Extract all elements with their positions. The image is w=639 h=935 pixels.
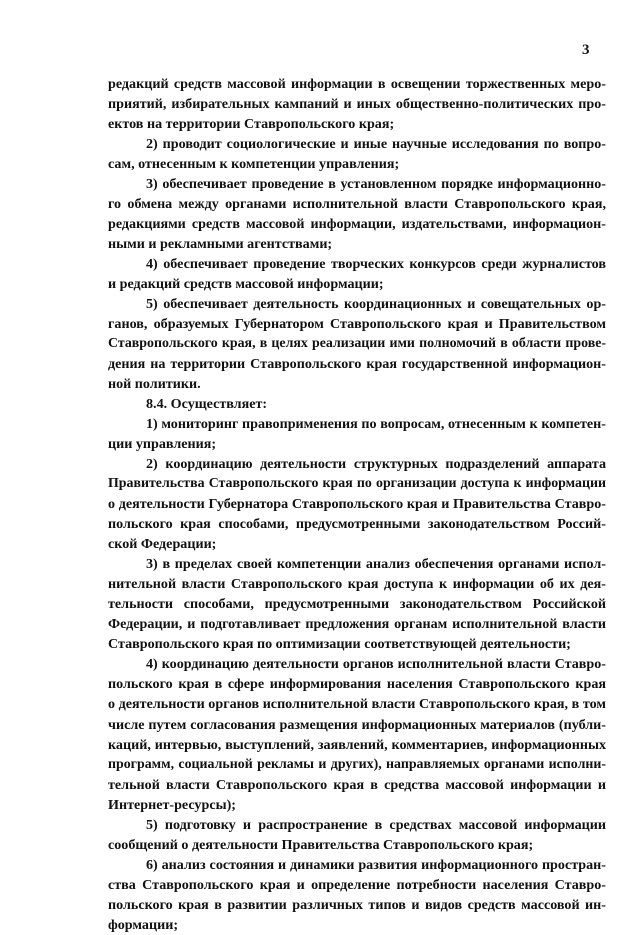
text-line: 5) подготовку и распространение в средствах массовой информации — [146, 816, 606, 833]
text-line: 5) обеспечивает деятельность координационных и совещательных ор- — [146, 296, 606, 313]
text-line: сообщений о деятельности Правительства Ставропольского края; — [108, 836, 534, 853]
text-line: о деятельности Губернатора Ставропольского края и Правительства Ставро- — [108, 496, 606, 513]
text-line: 6) анализ состояния и динамики развития информационного простран- — [146, 856, 606, 873]
text-line: сам, отнесенным к компетенции управления; — [108, 156, 400, 173]
text-line: приятий, избирательных кампаний и иных общественно-политических про- — [108, 96, 606, 113]
text-line: каций, интервью, выступлений, заявлений, комментариев, информационных — [108, 736, 606, 753]
text-line: программ, социальной рекламы и других), направляемых органами исполни- — [108, 756, 606, 772]
text-line: го обмена между органами исполнительной власти Ставропольского края, — [108, 196, 606, 213]
text-line: ными и рекламными агентствами; — [108, 236, 333, 253]
text-line: 1) мониторинг правоприменения по вопросам, отнесенным к компетен- — [146, 416, 606, 433]
text-line: польского края в развитии различных типов и видов средств массовой ин- — [108, 896, 606, 913]
text-line: и редакций средств массовой информации; — [108, 276, 384, 293]
text-line: нительной власти Ставропольского края доступа к информации об их дея- — [108, 576, 606, 593]
text-line: 2) координацию деятельности структурных подразделений аппарата — [146, 456, 606, 473]
text-line: ганов, образуемых Губернатором Ставропольского края и Правительством — [108, 316, 606, 333]
text-line: Ставропольского края по оптимизации соответствующей деятельности; — [108, 636, 571, 653]
text-line: 2) проводит социологические и иные научные исследования по вопро- — [146, 136, 606, 153]
text-line: Федерации, и подготавливает предложения органам исполнительной власти — [108, 616, 606, 633]
document-body — [108, 74, 606, 935]
text-line: Правительства Ставропольского края по организации доступа к информации — [108, 476, 606, 492]
text-line: ектов на территории Ставропольского края; — [108, 116, 395, 133]
text-line: редакциями средств массовой информации, издательствами, информацион- — [108, 216, 606, 233]
text-line: числе путем согласования размещения информационных материалов (публи- — [108, 716, 606, 733]
text-line: Интернет-ресурсы); — [108, 796, 236, 813]
text-line: редакций средств массовой информации в освещении торжественных меро- — [108, 76, 606, 92]
text-line: тельной власти Ставропольского края в средства массовой информации и — [108, 776, 606, 793]
text-line: о деятельности органов исполнительной власти Ставропольского края, в том — [108, 696, 606, 713]
text-line: 4) обеспечивает проведение творческих конкурсов среди журналистов — [146, 256, 606, 273]
text-line: ства Ставропольского края и определение потребности населения Ставро- — [108, 876, 606, 893]
page-number: 3 — [582, 42, 590, 58]
text-line: ской Федерации; — [108, 536, 217, 553]
text-line: польского края способами, предусмотренными законодательством Россий- — [108, 516, 606, 533]
text-line: формации; — [108, 916, 179, 933]
text-line: дения на территории Ставропольского края государственной информацион- — [108, 356, 606, 373]
text-line: 3) в пределах своей компетенции анализ обеспечения органами испол- — [146, 556, 606, 573]
text-line: ной политики. — [108, 376, 201, 393]
text-line: тельности способами, предусмотренными законодательством Российской — [108, 596, 606, 613]
text-line: 3) обеспечивает проведение в установленном порядке информационно- — [146, 176, 606, 193]
text-line: 8.4. Осуществляет: — [146, 396, 268, 413]
text-line: ции управления; — [108, 436, 217, 453]
text-line: 4) координацию деятельности органов исполнительной власти Ставро- — [146, 656, 606, 673]
text-line: польского края в сфере информирования населения Ставропольского края — [108, 676, 606, 693]
text-line: Ставропольского края, в целях реализации ими полномочий в области прове- — [108, 336, 606, 352]
